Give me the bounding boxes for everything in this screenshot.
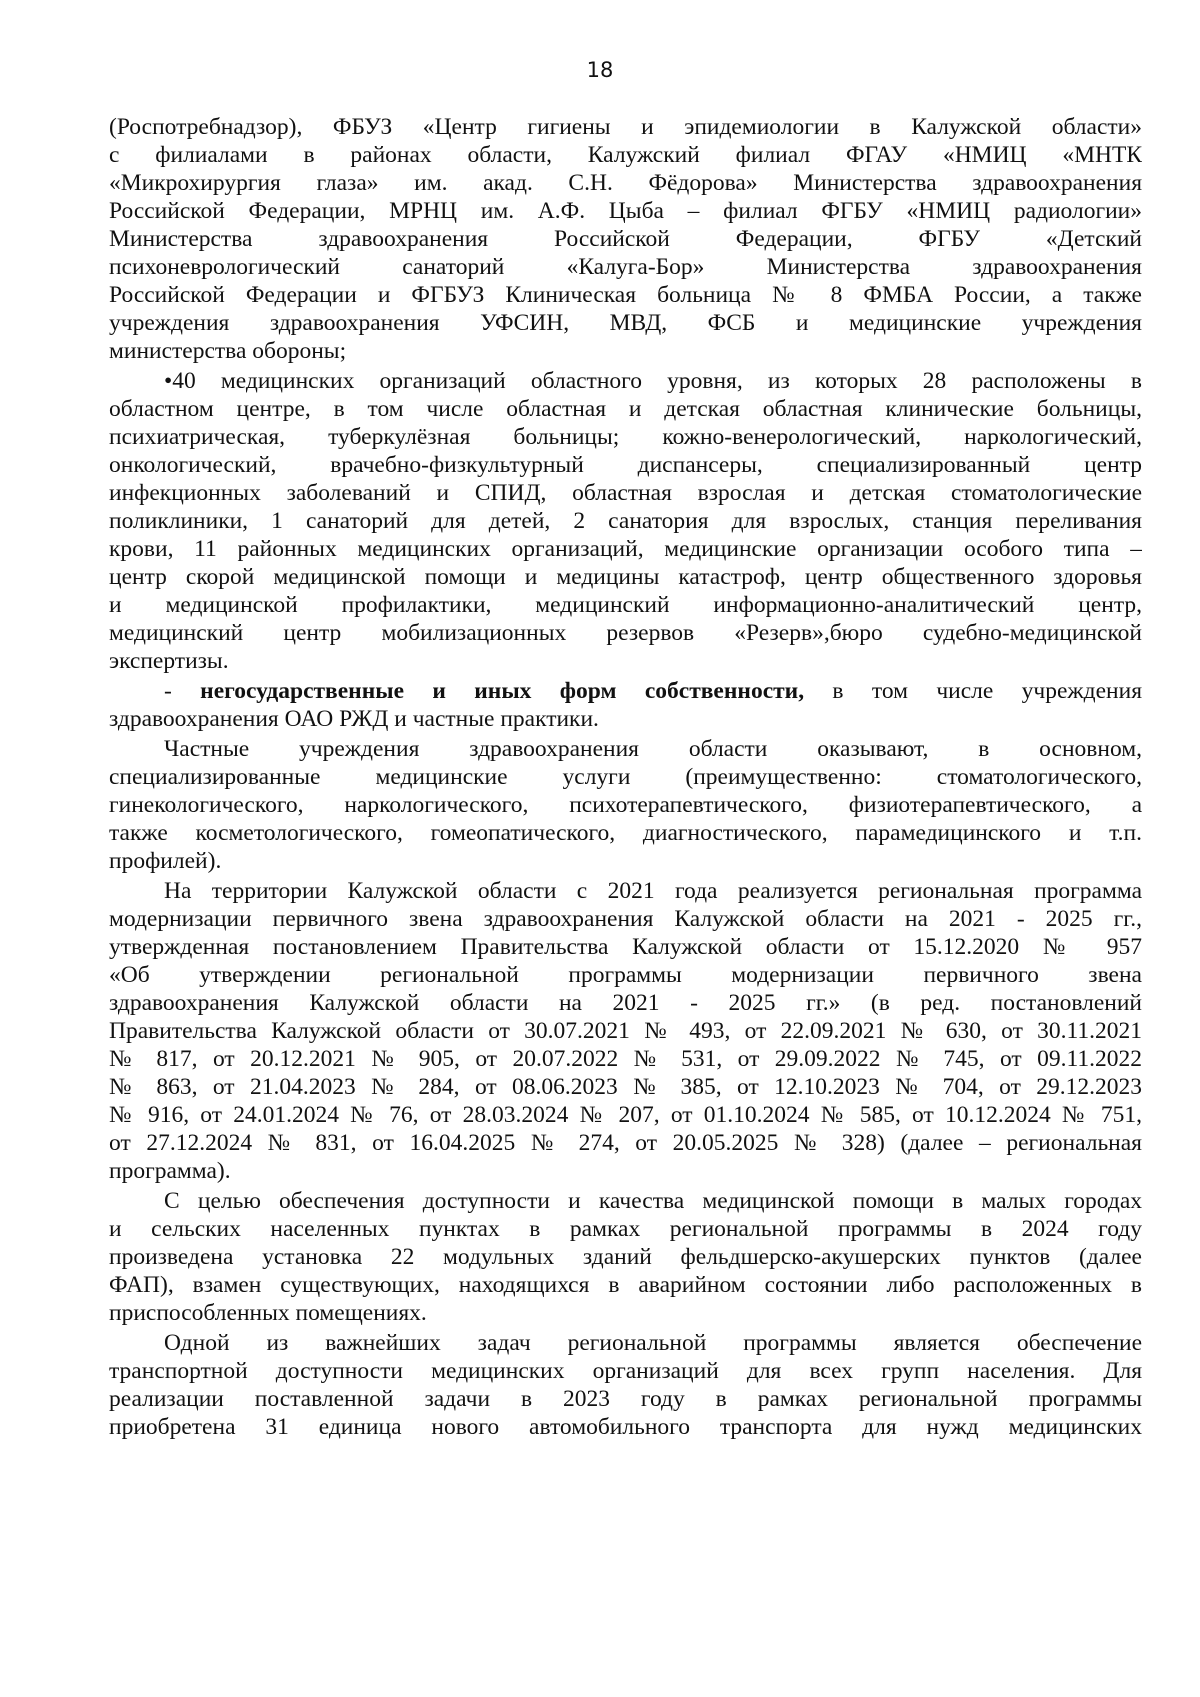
text-line: «Микрохирургия глаза» им. акад. С.Н. Фёдорова» Министерства здравоохранения [109,170,1142,196]
text-line: центр скорой медицинской помощи и медицины катастроф, центр общественного здоровья [109,564,1142,590]
text-line: медицинский центр мобилизационных резервов «Резерв»,бюро судебно-медицинской [109,620,1142,646]
text-line: с филиалами в районах области, Калужский филиал ФГАУ «НМИЦ «МНТК [109,142,1142,168]
text-line: министерства обороны; [109,338,347,364]
text-line: здравоохранения Калужской области на 2021 - 2025 гг.» (в ред. постановлений [109,990,1142,1016]
text-line: утвержденная постановлением Правительства Калужской области от 15.12.2020 № 957 [109,934,1142,960]
text-line: «Об утверждении региональной программы модернизации первичного звена [109,962,1142,988]
text-line: реализации поставленной задачи в 2023 году в рамках региональной программы [109,1386,1142,1412]
bold-phrase: негосударственные и иных форм собственности, [200,678,805,704]
text-line: гинекологического, наркологического, психотерапевтического, физиотерапевтического, а [109,792,1142,818]
text-line: произведена установка 22 модульных зданий фельдшерско-акушерских пунктов (далее [109,1244,1142,1270]
text-line: и медицинской профилактики, медицинский информационно-аналитический центр, [109,592,1142,618]
text-line: инфекционных заболеваний и СПИД, областная взрослая и детская стоматологические [109,480,1142,506]
text-line: Российской Федерации и ФГБУЗ Клиническая больница № 8 ФМБА России, а также [109,282,1142,308]
text-line: здравоохранения ОАО РЖД и частные практики. [109,706,599,732]
text-line: транспортной доступности медицинских организаций для всех групп населения. Для [109,1358,1142,1384]
text-line: Министерства здравоохранения Российской Федерации, ФГБУ «Детский [109,226,1142,252]
ownership-line [164,676,1142,706]
text-line: поликлиники, 1 санаторий для детей, 2 санатория для взрослых, станция переливания [109,508,1142,534]
text-line: профилей). [109,848,222,874]
text-line: программа). [109,1158,231,1184]
text-line: № 916, от 24.01.2024 № 76, от 28.03.2024 № 207, от 01.10.2024 № 585, от 10.12.2024 № 751, [109,1102,1142,1128]
text-line: приспособленных помещениях. [109,1300,427,1326]
text-line: и сельских населенных пунктах в рамках региональной программы в 2024 году [109,1216,1142,1242]
line-rest: в том числе учреждения [804,678,1142,704]
text-line: № 817, от 20.12.2021 № 905, от 20.07.2022 № 531, от 29.09.2022 № 745, от 09.11.2022 [109,1046,1142,1072]
text-line: модернизации первичного звена здравоохранения Калужской области на 2021 - 2025 гг., [109,906,1142,932]
text-line: крови, 11 районных медицинских организаций, медицинские организации особого типа – [109,536,1142,562]
text-line: специализированные медицинские услуги (преимущественно: стоматологического, [109,764,1142,790]
bullet-line: •40 медицинских организаций областного уровня, из которых 28 расположены в [164,368,1142,394]
text-line: Правительства Калужской области от 30.07.2021 № 493, от 22.09.2021 № 630, от 30.11.2021 [109,1018,1142,1044]
text-line: Частные учреждения здравоохранения области оказывают, в основном, [164,736,1142,762]
text-line: № 863, от 21.04.2023 № 284, от 08.06.2023 № 385, от 12.10.2023 № 704, от 29.12.2023 [109,1074,1142,1100]
page-number: 18 [586,58,614,82]
text-line: ФАП), взамен существующих, находящихся в аварийном состоянии либо расположенных в [109,1272,1142,1298]
text-line: экспертизы. [109,648,229,674]
text-line: С целью обеспечения доступности и качества медицинской помощи в малых городах [164,1188,1142,1214]
text-line: психиатрическая, туберкулёзная больницы; кожно-венерологический, наркологический, [109,424,1142,450]
text-line: учреждения здравоохранения УФСИН, МВД, ФСБ и медицинские учреждения [109,310,1142,336]
text-line: психоневрологический санаторий «Калуга-Бор» Министерства здравоохранения [109,254,1142,280]
text-line: На территории Калужской области с 2021 года реализуется региональная программа [164,878,1142,904]
text-line: также косметологического, гомеопатического, диагностического, парамедицинского и т.п. [109,820,1142,846]
text-line: приобретена 31 единица нового автомобильного транспорта для нужд медицинских [109,1414,1142,1440]
text-line: от 27.12.2024 № 831, от 16.04.2025 № 274, от 20.05.2025 № 328) (далее – региональная [109,1130,1142,1156]
dash-prefix: - [164,678,201,704]
text-line: Российской Федерации, МРНЦ им. А.Ф. Цыба – филиал ФГБУ «НМИЦ радиологии» [109,198,1142,224]
text-line: Одной из важнейших задач региональной программы является обеспечение [164,1330,1142,1356]
text-line: областном центре, в том числе областная и детская областная клинические больницы, [109,396,1142,422]
text-line: (Роспотребнадзор), ФБУЗ «Центр гигиены и эпидемиологии в Калужской области» [109,114,1142,140]
text-line: онкологический, врачебно-физкультурный диспансеры, специализированный центр [109,452,1142,478]
